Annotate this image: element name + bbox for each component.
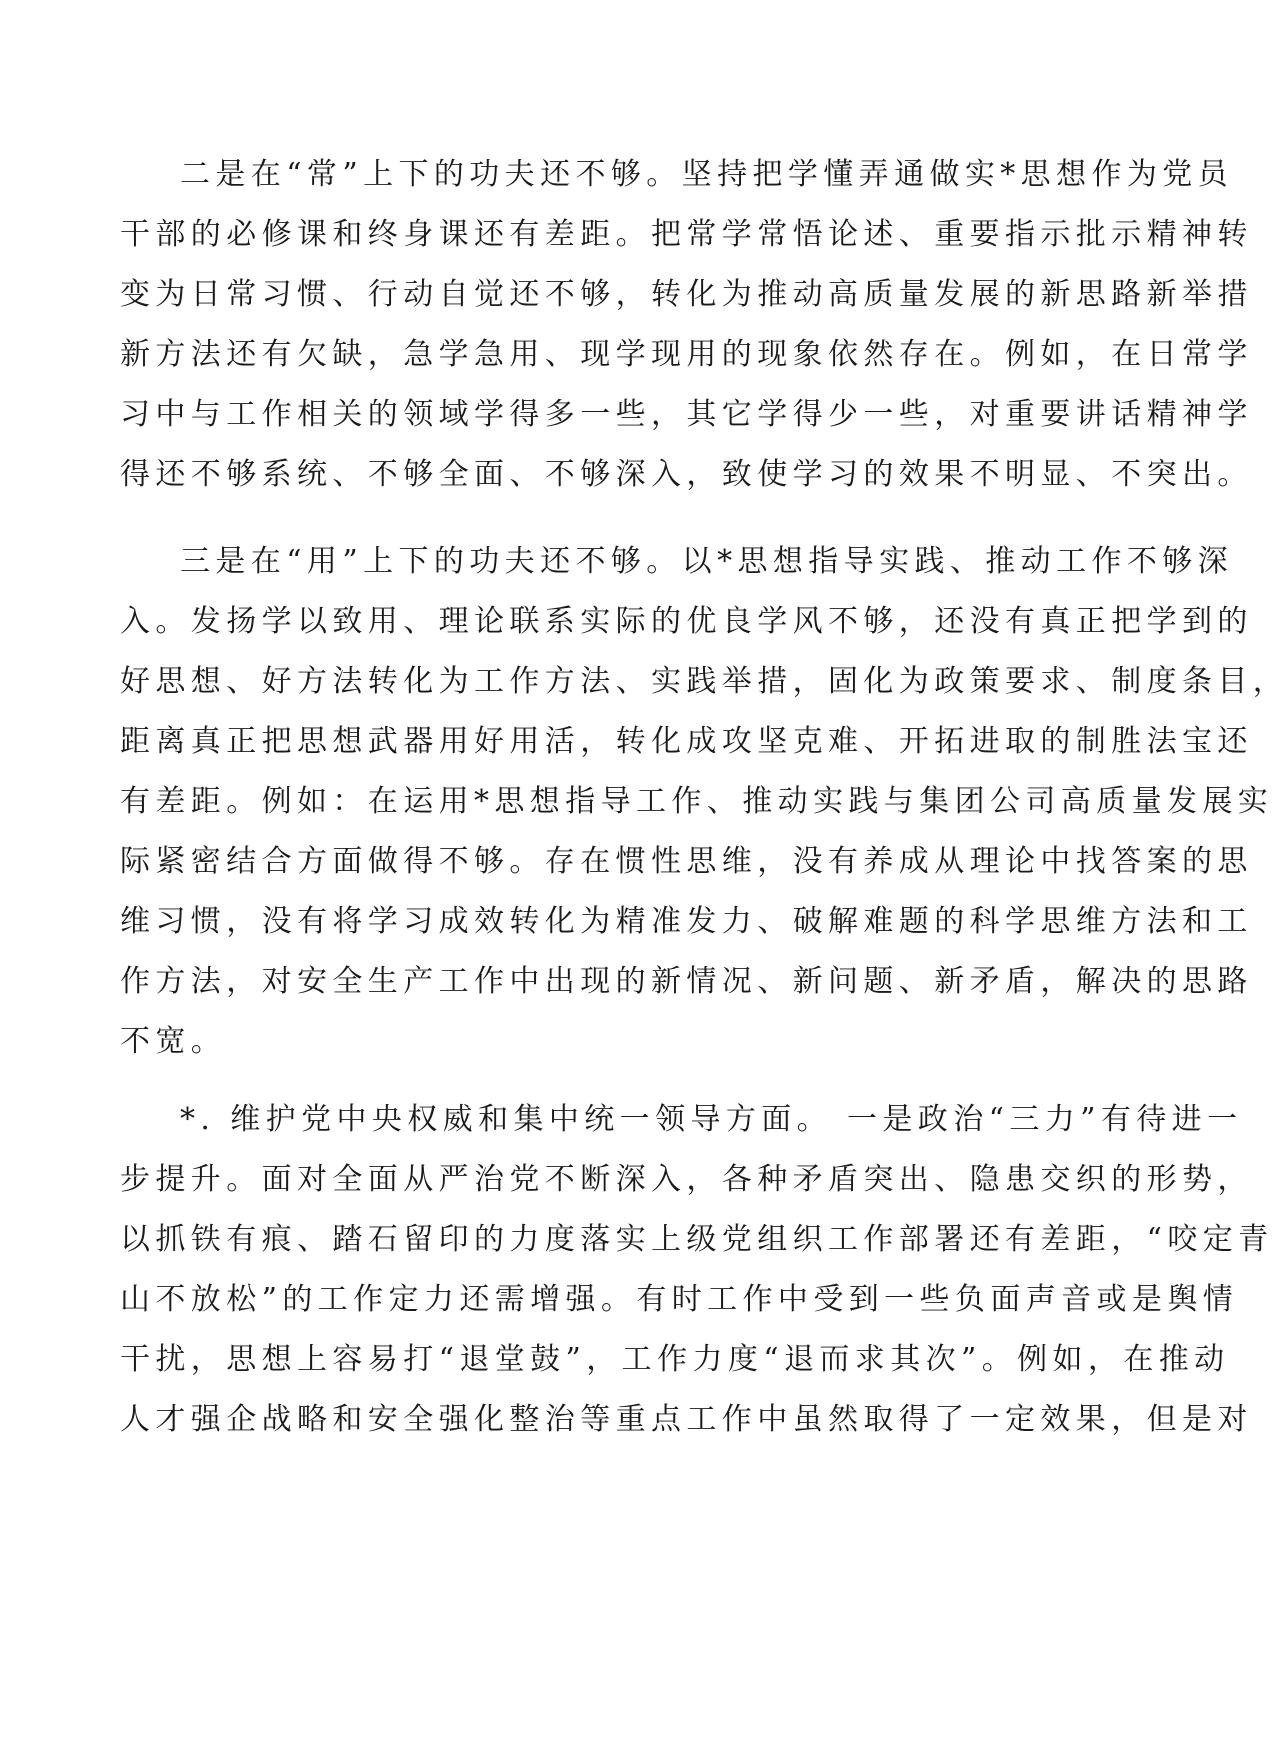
paragraph-3 xyxy=(120,532,1288,1072)
paragraph-line: 新方法还有欠缺，急学急用、现学现用的现象依然存在。例如，在日常学 xyxy=(120,337,1253,372)
paragraph-line: 维习惯，没有将学习成效转化为精准发力、破解难题的科学思维方法和工 xyxy=(120,904,1253,939)
paragraph-line: 好思想、好方法转化为工作方法、实践举措，固化为政策要求、制度条目， xyxy=(120,664,1288,699)
paragraph-line: 干部的必修课和终身课还有差距。把常学常悟论述、重要指示批示精神转 xyxy=(120,217,1253,252)
paragraph-line: 距离真正把思想武器用好用活，转化成攻坚克难、开拓进取的制胜法宝还 xyxy=(120,724,1253,759)
paragraph-line: *. 维护党中央权威和集中统一领导方面。 一是政治“三力”有待进一 xyxy=(180,1102,1243,1137)
paragraph-section xyxy=(120,1090,1274,1450)
paragraph-2 xyxy=(120,145,1253,505)
paragraph-line: 有差距。例如：在运用*思想指导工作、推动实践与集团公司高质量发展实 xyxy=(120,784,1274,819)
paragraph-line: 入。发扬学以致用、理论联系实际的优良学风不够，还没有真正把学到的 xyxy=(120,604,1253,639)
paragraph-line: 得还不够系统、不够全面、不够深入，致使学习的效果不明显、不突出。 xyxy=(120,457,1253,492)
paragraph-line: 习中与工作相关的领域学得多一些，其它学得少一些，对重要讲话精神学 xyxy=(120,397,1253,432)
paragraph-line: 以抓铁有痕、踏石留印的力度落实上级党组织工作部署还有差距，“咬定青 xyxy=(120,1222,1274,1257)
paragraph-line: 变为日常习惯、行动自觉还不够，转化为推动高质量发展的新思路新举措 xyxy=(120,277,1253,312)
paragraph-line: 干扰，思想上容易打“退堂鼓”，工作力度“退而求其次”。例如，在推动 xyxy=(120,1342,1230,1377)
paragraph-line: 山不放松”的工作定力还需增强。有时工作中受到一些负面声音或是舆情 xyxy=(120,1282,1239,1317)
paragraph-line: 不宽。 xyxy=(120,1024,227,1059)
paragraph-line: 二是在“常”上下的功夫还不够。坚持把学懂弄通做实*思想作为党员 xyxy=(180,157,1234,192)
paragraph-line: 三是在“用”上下的功夫还不够。以*思想指导实践、推动工作不够深 xyxy=(180,544,1234,579)
paragraph-line: 际紧密结合方面做得不够。存在惯性思维，没有养成从理论中找答案的思 xyxy=(120,844,1253,879)
paragraph-line: 人才强企战略和安全强化整治等重点工作中虽然取得了一定效果，但是对 xyxy=(120,1402,1253,1437)
paragraph-line: 作方法，对安全生产工作中出现的新情况、新问题、新矛盾，解决的思路 xyxy=(120,964,1253,999)
paragraph-line: 步提升。面对全面从严治党不断深入，各种矛盾突出、隐患交织的形势， xyxy=(120,1162,1253,1197)
